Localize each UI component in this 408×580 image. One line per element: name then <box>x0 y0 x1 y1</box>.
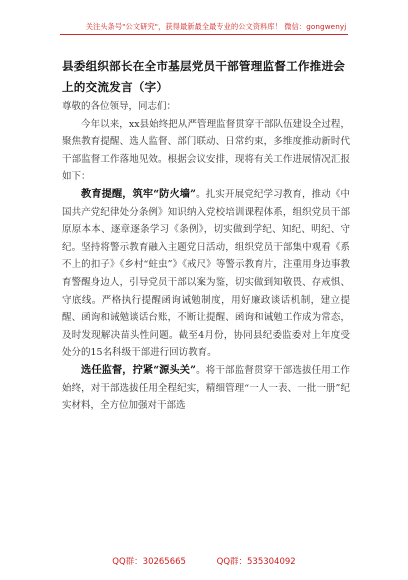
header-divider <box>60 34 348 35</box>
section-1-heading: 教育提醒，筑牢“防火墙” <box>81 187 196 200</box>
footer <box>0 555 408 567</box>
document-title: 县委组织部长在全市基层党员干部管理监督工作推进会上的交流发言（字） <box>62 59 346 94</box>
footer-qq-group-2: QQ群：535304092 <box>216 557 296 567</box>
section-1-body: 。扎实开展党纪学习教育，推动《中国共产党纪律处分条例》知识纳入党校培训课程体系，组织党员干部原原本本、逐章逐条学习《条例》，切实做到学纪、知纪、明纪、守纪。坚持将警示教育融入主题党日活动，组织党员干部集中观看《系不上的扣子》《乡村“蛀虫”》《戒尺》等警示教育片，注重用身边事教育警醒身边人，引导党员干部以案为鉴，切实做到知敬畏、存戒惧、守底线。严格执行提醒函询诫勉制度，用好廉政谈话机制，建立提醒、函询和诫勉谈话台账，不断让提醒、函询和诫勉工作成为常态，及时发现解决苗头性问题。截至4月份，协同县纪委监委对上年度受处分的15名科级干部进行回访教育。 <box>62 188 350 359</box>
paragraph-section-1 <box>62 186 350 362</box>
header-banner: 关注头条号"公文研究"，获得最新最全最专业的公文资料库！ 微信：gongwenyj <box>85 22 347 31</box>
document-body <box>62 98 350 415</box>
footer-qq-group-1: QQ群：30265665 <box>112 557 186 567</box>
paragraph-section-2 <box>62 362 350 415</box>
section-2-heading: 选任监督，拧紧“源头关” <box>81 363 196 376</box>
section-2-body: 。将干部监督贯穿干部选拔任用工作始终，对干部选拔任用全程纪实，精细管理“一人一表、一批一册”纪实材料，全方位加强对干部选 <box>62 364 350 412</box>
paragraph-intro: 今年以来，xx县始终把从严管理监督贯穿干部队伍建设全过程，聚焦教育提醒、选人监督、部门联动、日常约束，多维度推动新时代干部监督工作落地见效。根据会议安排，现将有关工作进展情况汇报如下： <box>62 118 350 183</box>
greeting: 尊敬的各位领导，同志们： <box>62 101 177 112</box>
